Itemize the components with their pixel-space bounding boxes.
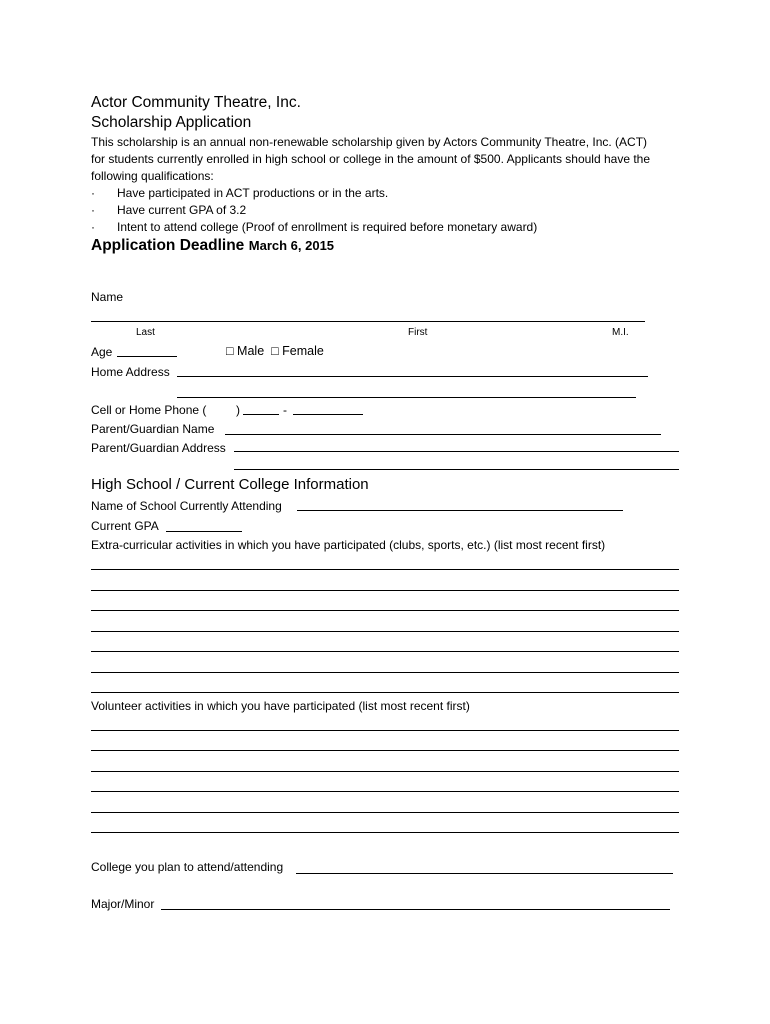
home-address-label: Home Address	[91, 365, 170, 379]
bullet-marker: ·	[91, 203, 95, 217]
home-address-line-2[interactable]	[177, 397, 636, 398]
male-label: Male	[237, 344, 265, 358]
school-name-line[interactable]	[297, 510, 623, 511]
male-checkbox[interactable]: □	[226, 344, 234, 358]
volunteer-line[interactable]	[91, 750, 679, 751]
phone-prefix-line[interactable]	[243, 414, 279, 415]
guardian-address-label: Parent/Guardian Address	[91, 441, 226, 455]
volunteer-line[interactable]	[91, 832, 679, 833]
name-sub-last: Last	[136, 327, 155, 338]
school-heading: High School / Current College Information	[91, 476, 369, 493]
extracurricular-line[interactable]	[91, 692, 679, 693]
name-sub-first: First	[408, 327, 428, 338]
volunteer-label: Volunteer activities in which you have participated (list most recent first)	[91, 699, 470, 713]
volunteer-line[interactable]	[91, 791, 679, 792]
page-title: Scholarship Application	[91, 114, 252, 131]
college-label: College you plan to attend/attending	[91, 860, 284, 874]
extracurricular-line[interactable]	[91, 590, 679, 591]
female-checkbox[interactable]: □	[271, 344, 279, 358]
name-field-line[interactable]	[91, 321, 645, 322]
extracurricular-line[interactable]	[91, 651, 679, 652]
bullet-marker: ·	[91, 186, 95, 200]
extracurricular-label: Extra-curricular activities in which you have participated (clubs, sports, etc.) (list most recent first)	[91, 538, 606, 552]
deadline	[91, 237, 334, 255]
list-item: Have current GPA of 3.2	[117, 203, 247, 217]
gpa-label: Current GPA	[91, 519, 159, 533]
bullet-marker: ·	[91, 220, 95, 234]
female-label: Female	[282, 344, 324, 358]
name-label: Name	[91, 290, 124, 304]
guardian-name-line[interactable]	[225, 434, 661, 435]
volunteer-line[interactable]	[91, 771, 679, 772]
age-field-line[interactable]	[117, 356, 177, 357]
home-address-line-1[interactable]	[177, 376, 648, 377]
deadline-date: March 6, 2015	[248, 238, 335, 253]
name-sub-mi: M.I.	[612, 327, 629, 338]
school-name-label: Name of School Currently Attending	[91, 499, 282, 513]
guardian-address-line-2[interactable]	[234, 469, 679, 470]
guardian-address-line-1[interactable]	[234, 451, 679, 452]
phone-label: Cell or Home Phone (	[91, 403, 207, 417]
phone-paren-close: )	[236, 403, 240, 417]
gender-options	[226, 344, 324, 358]
phone-number-line[interactable]	[293, 414, 363, 415]
intro-line-2: for students currently enrolled in high school or college in the amount of $500. Applicants should have the	[91, 152, 651, 166]
age-label: Age	[91, 345, 113, 359]
gpa-line[interactable]	[166, 531, 242, 532]
guardian-name-label: Parent/Guardian Name	[91, 422, 215, 436]
intro-line-1: This scholarship is an annual non-renewable scholarship given by Actors Community Theatre, Inc. (ACT)	[91, 135, 648, 149]
major-label: Major/Minor	[91, 897, 155, 911]
deadline-label: Application Deadline	[91, 237, 245, 254]
volunteer-line[interactable]	[91, 812, 679, 813]
intro-line-3: following qualifications:	[91, 169, 214, 183]
list-item: Intent to attend college (Proof of enrollment is required before monetary award)	[117, 220, 538, 234]
extracurricular-line[interactable]	[91, 569, 679, 570]
volunteer-line[interactable]	[91, 730, 679, 731]
extracurricular-line[interactable]	[91, 610, 679, 611]
major-line[interactable]	[161, 909, 670, 910]
list-item: Have participated in ACT productions or in the arts.	[117, 186, 389, 200]
org-name: Actor Community Theatre, Inc.	[91, 94, 301, 111]
extracurricular-line[interactable]	[91, 672, 679, 673]
extracurricular-line[interactable]	[91, 631, 679, 632]
phone-dash: -	[283, 403, 287, 417]
college-line[interactable]	[296, 873, 673, 874]
